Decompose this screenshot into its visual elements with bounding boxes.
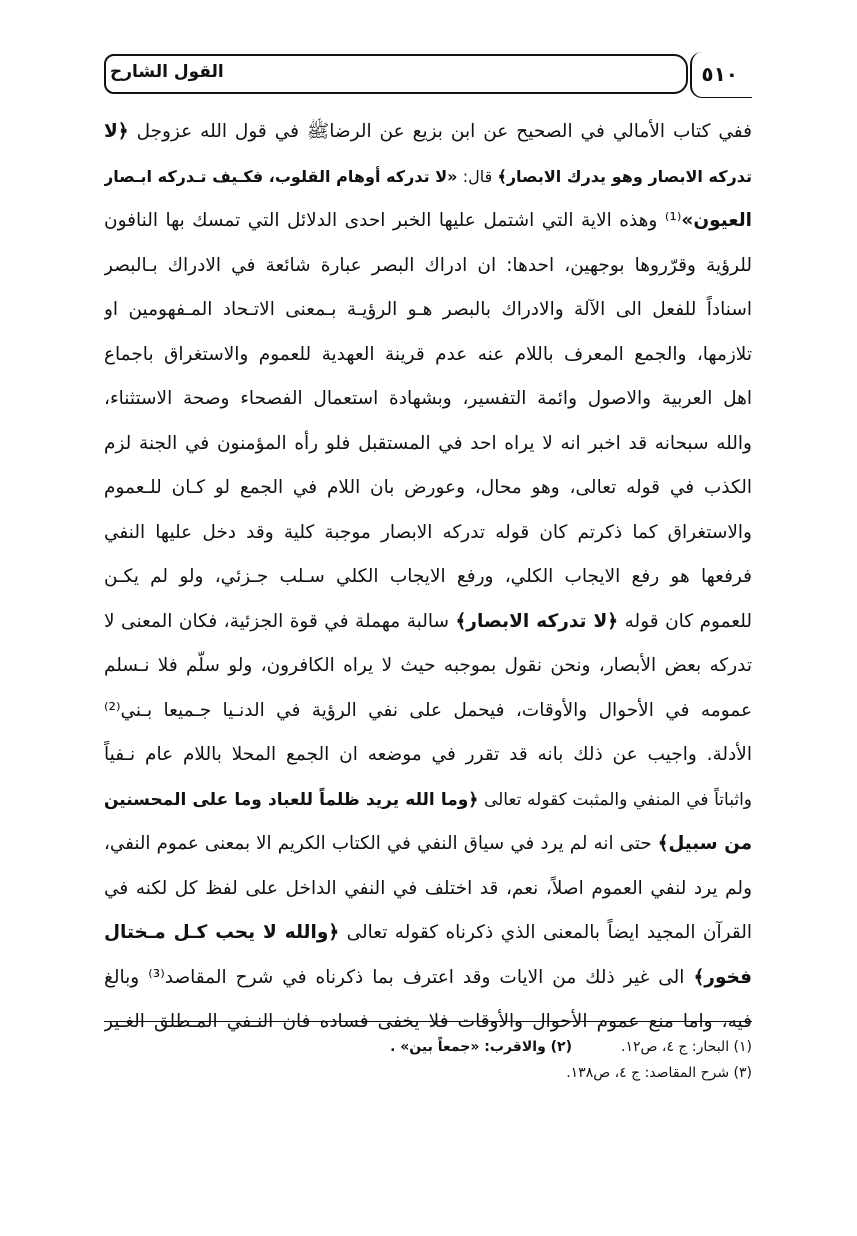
text-segment: اهل العربية والاصول وائمة التفسير، وبشهادة استعمال الفصحاء وصحة الاستثناء، bbox=[104, 388, 752, 409]
footnote-2: (٢) والاقرب: «جمعاً بين» . bbox=[390, 1039, 572, 1055]
text-segment: ولم يرد لنفي العموم اصلاً، نعم، قد اختلف في النفي الداخل على لفظ كل لكنه في bbox=[104, 877, 752, 899]
quoted-text-segment: تدركه الابصار وهو يدرك الابصار﴾ bbox=[497, 166, 752, 186]
text-line bbox=[104, 911, 752, 956]
text-line bbox=[104, 110, 752, 155]
text-segment: حتى انه لم يرد في سياق النفي في الكتاب الكريم الا بمعنى عموم النفي، bbox=[104, 833, 658, 854]
text-line bbox=[104, 466, 752, 511]
text-line bbox=[104, 778, 752, 823]
text-line bbox=[104, 155, 752, 200]
quoted-text-segment: العيون» bbox=[681, 210, 752, 231]
quoted-text-segment: ﴿لا تدركه الابصار﴾ bbox=[455, 610, 619, 632]
running-title: القول الشارح bbox=[110, 62, 224, 82]
quoted-text-segment: ﴿لا bbox=[104, 121, 129, 142]
quoted-text-segment: فخور﴾ bbox=[693, 966, 752, 988]
text-segment: ففي كتاب الأمالي في الصحيح عن ابن بزيع عن الرضاﷺ في قول الله عزوجل bbox=[128, 121, 752, 142]
text-line bbox=[104, 867, 752, 912]
quoted-text-segment: من سبيل﴾ bbox=[657, 833, 752, 854]
text-segment: للعموم كان قوله bbox=[618, 610, 752, 632]
text-segment: اسناداً للفعل الى الآلة والادراك بالبصر هـو الرؤيـة بـمعنى الاتـحاد المـفهومين او bbox=[104, 299, 752, 320]
text-line bbox=[104, 644, 752, 689]
footnote-1: (١) البحار: ج ٤، ص١٢. bbox=[621, 1039, 752, 1055]
text-segment: وبالغ bbox=[104, 966, 149, 988]
page-number-frame bbox=[690, 52, 752, 98]
text-segment: للرؤية وقرّروها بوجهين، احدها: ان ادراك البصر عبارة شائعة في الادراك بـالبصر bbox=[104, 254, 752, 276]
footnote-3: (٣) شرح المقاصد: ج ٤، ص١٣٨. bbox=[566, 1065, 752, 1081]
text-segment: الى غير ذلك من الايات وقد اعترف بما ذكرناه في شرح المقاصد bbox=[164, 966, 694, 988]
text-segment: واثباتاً في المنفي والمثبت كقوله تعالى bbox=[478, 789, 752, 810]
main-text bbox=[104, 110, 752, 1045]
text-segment: فيه، واما منع عموم الأحوال والأوقات فلا يخفى فساده فان النـفي المـطلق الغـير bbox=[104, 1011, 752, 1032]
text-segment: ⁽³⁾ bbox=[148, 966, 165, 988]
text-segment: القرآن المجيد ايضاً بالمعنى الذي ذكرناه كقوله تعالى bbox=[339, 922, 752, 943]
text-segment: وهذه الاية التي اشتمل عليها الخبر احدى الدلائل التي تمسك بها النافون bbox=[104, 210, 665, 231]
text-line bbox=[104, 822, 752, 867]
text-segment: قال: bbox=[457, 166, 498, 186]
text-segment: فرفعها هو رفع الايجاب الكلي، ورفع الايجاب الكلي سـلب جـزئي، ولو لم يكـن bbox=[104, 566, 752, 587]
footnotes bbox=[104, 1034, 752, 1086]
quoted-text-segment: ﴿وما الله يريد ظلماً للعباد وما على المحسنين bbox=[104, 789, 479, 810]
text-line bbox=[104, 422, 752, 467]
page-header bbox=[104, 52, 752, 100]
text-segment: عمومه في الأحوال والأوقات، فيحمل على نفي الرؤية في الدنـيا جـميعا بـني bbox=[120, 699, 752, 721]
text-segment: ⁽²⁾ bbox=[104, 699, 121, 721]
footnote-row bbox=[104, 1034, 752, 1060]
text-line bbox=[104, 244, 752, 289]
text-segment: الكذب في قوله تعالى، وهو محال، وعورض بان اللام في الجمع لو كـان للـعموم bbox=[104, 477, 752, 498]
text-segment: الأدلة. واجيب عن ذلك بانه قد تقرر في موضعه ان الجمع المحلا باللام عام نـفياً bbox=[104, 744, 752, 765]
quoted-text-segment: ﴿والله لا يحب كـل مـختال bbox=[104, 922, 340, 943]
text-segment: سالبة مهملة في قوة الجزئية، فكان المعنى لا bbox=[104, 610, 456, 632]
text-segment: ⁽¹⁾ bbox=[664, 210, 682, 231]
footnote-row bbox=[104, 1060, 752, 1086]
text-line bbox=[104, 199, 752, 244]
text-line bbox=[104, 511, 752, 556]
text-segment: والله سبحانه قد اخبر انه لا يراه احد في المستقبل فلو رأه المؤمنون في الجنة لزم bbox=[104, 432, 752, 454]
text-line bbox=[104, 956, 752, 1001]
text-line bbox=[104, 689, 752, 734]
text-segment: والاستغراق كما ذكرتم كان قوله تدركه الابصار موجبة كلية وقد دخل عليها النفي bbox=[104, 521, 752, 543]
text-line bbox=[104, 377, 752, 422]
text-line bbox=[104, 733, 752, 778]
text-segment: تدركه بعض الأبصار، ونحن نقول بموجبه حيث لا يراه الكافرون، ولو سلّم فلا نـسلم bbox=[104, 655, 752, 676]
text-segment: تلازمها، والجمع المعرف باللام عنه عدم قرينة العهدية للعموم والاستغراق باجماع bbox=[104, 343, 752, 365]
text-line bbox=[104, 288, 752, 333]
footnote-divider bbox=[104, 1021, 752, 1022]
quoted-text-segment: «لا تدركه أوهام القلوب، فكـيف تـدركه ابـصار bbox=[104, 166, 458, 186]
text-line bbox=[104, 333, 752, 378]
text-line bbox=[104, 600, 752, 645]
text-line bbox=[104, 555, 752, 600]
page-number: ٥١٠ bbox=[701, 62, 738, 86]
